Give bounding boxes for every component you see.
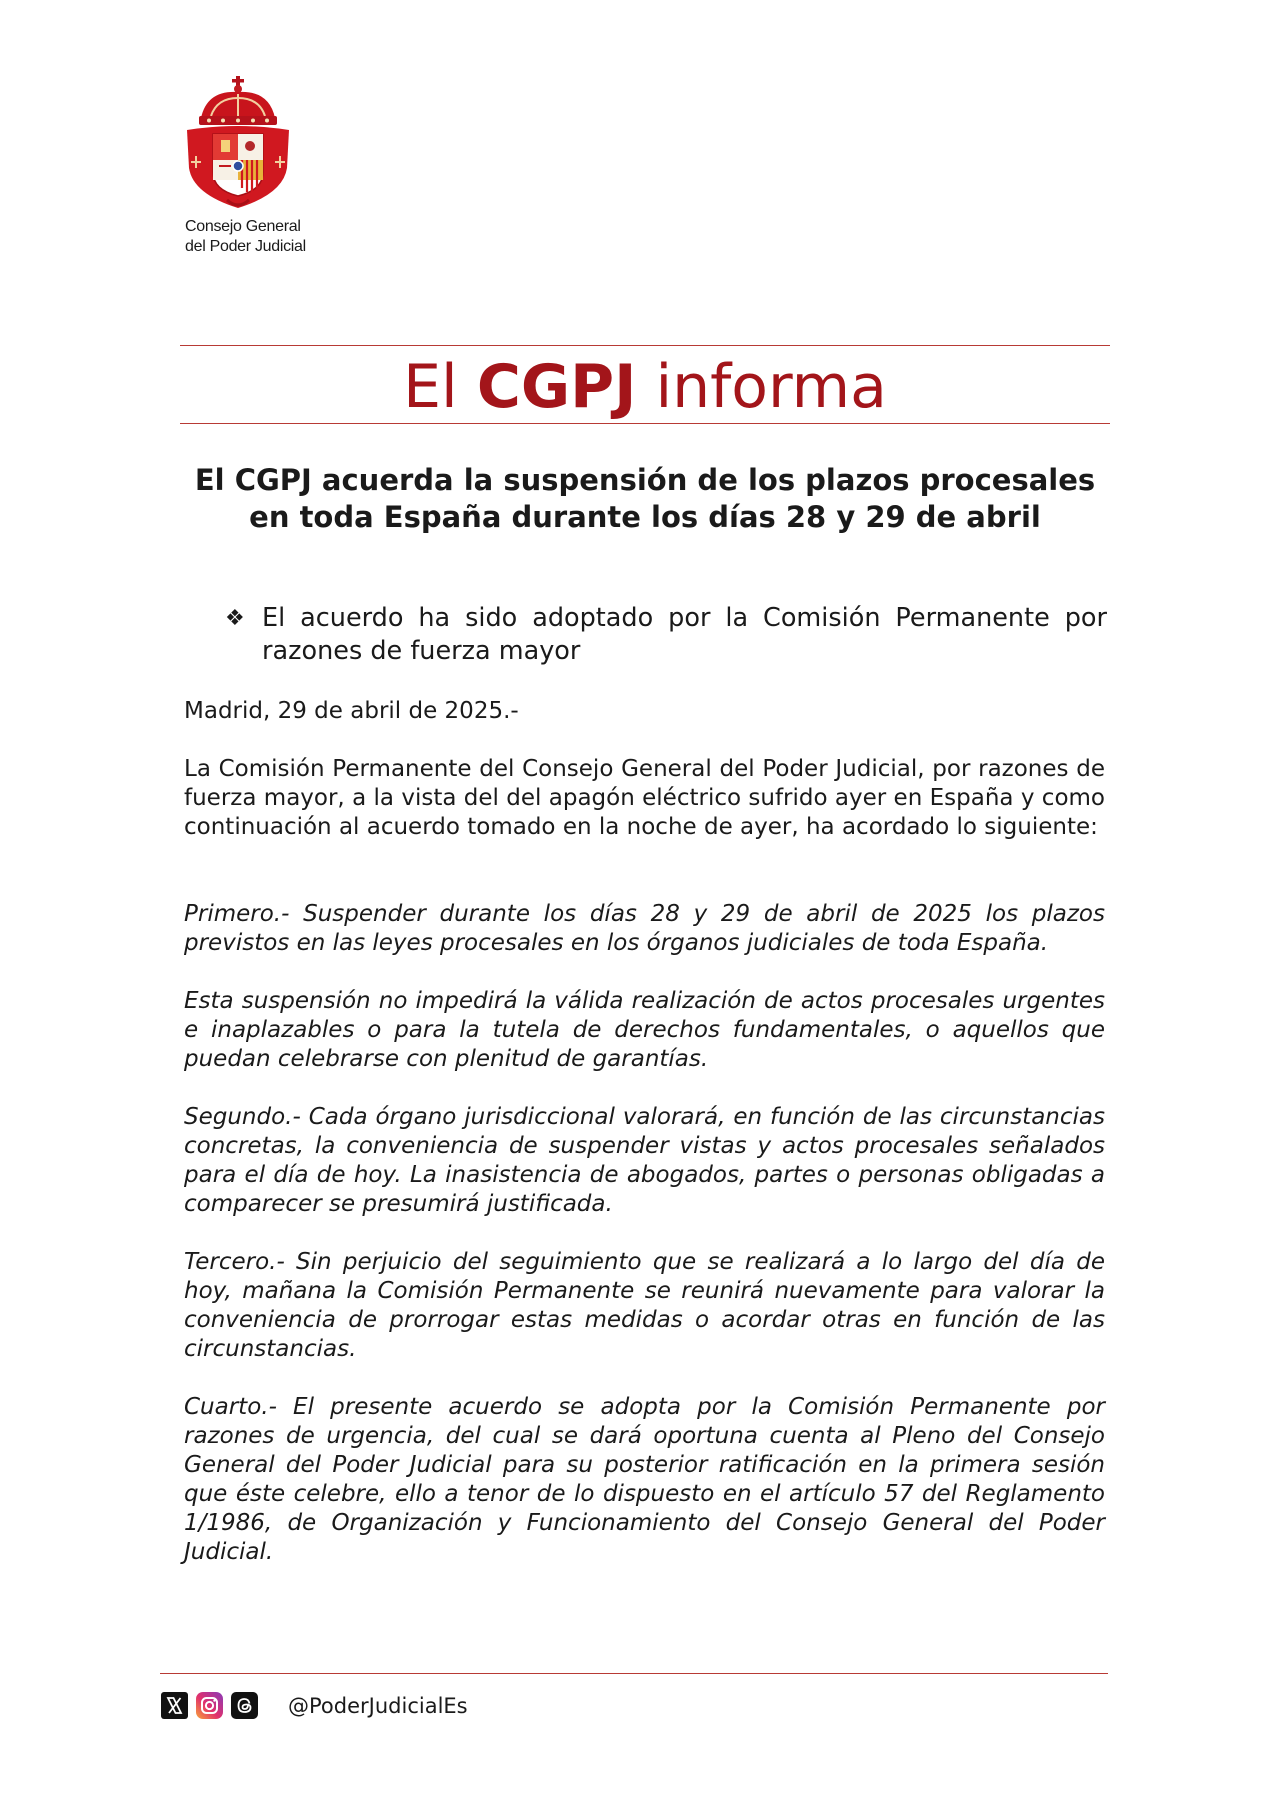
paragraph-suspension: Esta suspensión no impedirá la válida realización de actos procesales urgentes e inaplazables o para la tutela de derechos fundamentales, o aquellos que puedan celebrarse con plenitud de garantías. (184, 988, 1105, 1072)
organization-name (185, 217, 306, 257)
paragraph-cuarto: Cuarto.- El presente acuerdo se adopta por la Comisión Permanente por razones de urgencia, del cual se dará oportuna cuenta al Pleno del Consejo General del Poder Judicial para su posterior ratificación en la primera sesión que éste celebre, ello a tenor de lo dispuesto en el artículo 57 del Reglamento 1/1986, de Organización y Funcionamiento del Consejo General del Poder Judicial. (184, 1394, 1105, 1565)
social-links (161, 1692, 468, 1719)
paragraph-segundo: Segundo.- Cada órgano jurisdiccional valorará, en función de las circunstancias concretas, la conveniencia de suspender vistas y actos procesales señalados para el día de hoy. La inasistencia de abogados, partes o personas obligadas a comparecer se presumirá justificada. (184, 1104, 1105, 1217)
dateline: Madrid, 29 de abril de 2025.- (184, 698, 519, 724)
masthead-suffix: informa (655, 352, 887, 422)
coat-of-arms-icon (183, 76, 293, 211)
paragraph-tercero: Tercero.- Sin perjuicio del seguimiento que se realizará a lo largo del día de hoy, mañana la Comisión Permanente se reunirá nuevamente para valorar la conveniencia de prorrogar estas medidas o acordar otras en función de las circunstancias. (184, 1249, 1105, 1362)
summary-bullet (225, 602, 1107, 668)
masthead-prefix: El (403, 352, 458, 422)
instagram-icon[interactable] (196, 1692, 223, 1719)
masthead-title (180, 352, 1110, 422)
press-release-headline: El CGPJ acuerda la suspensión de los plazos procesales en toda España durante los días 28 y 29 de abril (194, 463, 1096, 534)
masthead-bottom-rule (180, 423, 1110, 424)
org-name-line2: del Poder Judicial (185, 238, 306, 255)
threads-icon[interactable] (231, 1692, 258, 1719)
masthead-brand: CGPJ (476, 352, 637, 422)
paragraph-primero: Primero.- Suspender durante los días 28 y 29 de abril de 2025 los plazos previstos en las leyes procesales en los órganos judiciales de toda España. (184, 901, 1105, 956)
social-handle[interactable]: @PoderJudicialEs (288, 1693, 468, 1718)
summary-bullet-text: El acuerdo ha sido adoptado por la Comisión Permanente por razones de fuerza mayor (262, 603, 1107, 666)
x-icon[interactable] (161, 1692, 188, 1719)
footer-rule (160, 1673, 1108, 1674)
paragraph-intro: La Comisión Permanente del Consejo General del Poder Judicial, por razones de fuerza mayor, a la vista del del apagón eléctrico sufrido ayer en España y como continuación al acuerdo tomado en la noche de ayer, ha acordado lo siguiente: (184, 756, 1105, 840)
masthead-top-rule (180, 345, 1110, 346)
diamond-bullet-icon: ❖ (225, 606, 245, 631)
org-name-line1: Consejo General (185, 218, 301, 235)
cgpj-coat-of-arms-logo (183, 76, 313, 211)
